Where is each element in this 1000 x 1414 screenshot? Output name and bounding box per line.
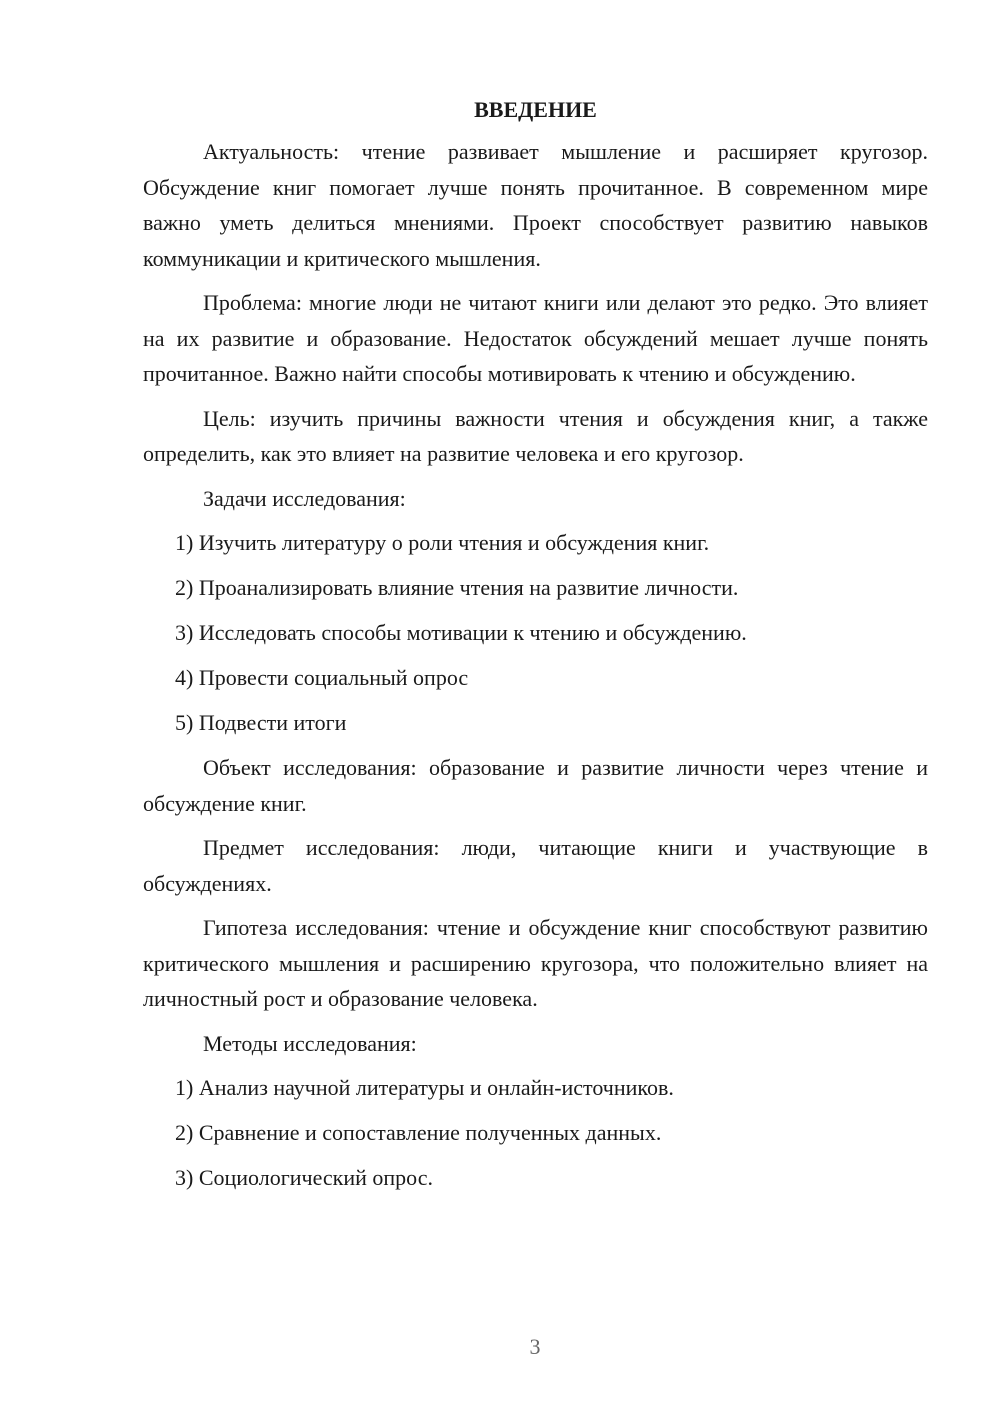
tasks-heading: Задачи исследования: [203, 485, 406, 511]
problem-paragraph: Проблема: многие люди не читают книги или делают это редко. Это влияет на их развитие и образование. Недостаток обсуждений мешает лучше понять прочитанное. Важно найти способы мотивировать к чтению и обсуждению. [143, 290, 928, 386]
task-item: 5) Подвести итоги [175, 710, 347, 735]
task-item: 3) Исследовать способы мотивации к чтению и обсуждению. [175, 620, 747, 645]
page-number: 3 [529, 1334, 541, 1359]
subject-paragraph: Предмет исследования: люди, читающие книги и участвующие в обсуждениях. [143, 835, 928, 896]
goal-paragraph: Цель: изучить причины важности чтения и обсуждения книг, а также определить, как это влияет на развитие человека и его кругозор. [143, 405, 928, 466]
method-item: 3) Социологический опрос. [175, 1165, 433, 1190]
task-item: 2) Проанализировать влияние чтения на развитие личности. [175, 575, 739, 600]
method-item: 2) Сравнение и сопоставление полученных данных. [175, 1120, 662, 1145]
hypothesis-paragraph: Гипотеза исследования: чтение и обсуждение книг способствуют развитию критического мышления и расширению кругозора, что положительно влияет на личностный рост и образование человека. [143, 915, 928, 1011]
method-item: 1) Анализ научной литературы и онлайн-источников. [175, 1075, 674, 1100]
methods-heading: Методы исследования: [203, 1030, 417, 1056]
task-item: 4) Провести социальный опрос [175, 665, 469, 690]
section-title: ВВЕДЕНИЕ [474, 97, 597, 122]
task-item: 1) Изучить литературу о роли чтения и обсуждения книг. [175, 530, 710, 555]
relevance-paragraph: Актуальность: чтение развивает мышление и расширяет кругозор. Обсуждение книг помогает лучше понять прочитанное. В современном мире важно уметь делиться мнениями. Проект способствует развитию навыков коммуникации и критического мышления. [143, 139, 928, 271]
document-body [143, 94, 928, 1205]
object-paragraph: Объект исследования: образование и развитие личности через чтение и обсуждение книг. [143, 755, 928, 816]
